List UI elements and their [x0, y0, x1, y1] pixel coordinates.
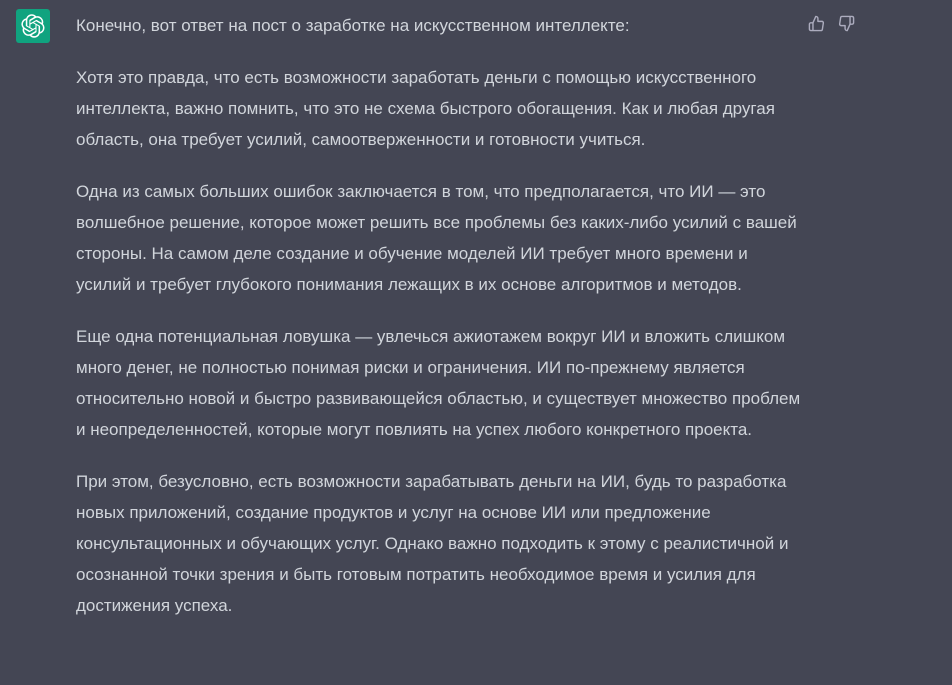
message-paragraph-2: Одна из самых больших ошибок заключается в том, что предполагается, что ИИ — это волшебное решение, которое может решить все проблемы без каких-либо усилий с вашей стороны. На самом деле создание и обучение моделей ИИ требует много времени и усилий и требует глубокого понимания лежащих в их основе алгоритмов и методов. [76, 182, 797, 294]
message-paragraph-1: Хотя это правда, что есть возможности заработать деньги с помощью искусственного интеллекта, важно помнить, что это не схема быстрого обогащения. Как и любая другая область, она требует усилий, самоотверженности и готовности учиться. [76, 68, 775, 149]
thumbs-up-icon [808, 15, 825, 32]
message-intro: Конечно, вот ответ на пост о заработке на искусственном интеллекте: [76, 16, 630, 35]
dislike-button[interactable] [836, 13, 856, 33]
message-paragraph-3: Еще одна потенциальная ловушка — увлечься ажиотажем вокруг ИИ и вложить слишком много денег, не полностью понимая риски и ограничения. ИИ по-прежнему является относительно новой и быстро развивающейся областью, и существует множество проблем и неопределенностей, которые могут повлиять на успех любого конкретного проекта. [76, 327, 801, 439]
message-paragraph-4: При этом, безусловно, есть возможности зарабатывать деньги на ИИ, будь то разработка новых приложений, создание продуктов и услуг на основе ИИ или предложение консультационных и обучающих услуг. Однако важно подходить к этому с реалистичной и осознанной точки зрения и быть готовым потратить необходимое время и усилия для достижения успеха. [76, 472, 789, 615]
thumbs-down-icon [838, 15, 855, 32]
feedback-controls [806, 13, 856, 33]
openai-logo-icon [16, 9, 50, 43]
like-button[interactable] [806, 13, 826, 33]
message-content [76, 10, 806, 642]
